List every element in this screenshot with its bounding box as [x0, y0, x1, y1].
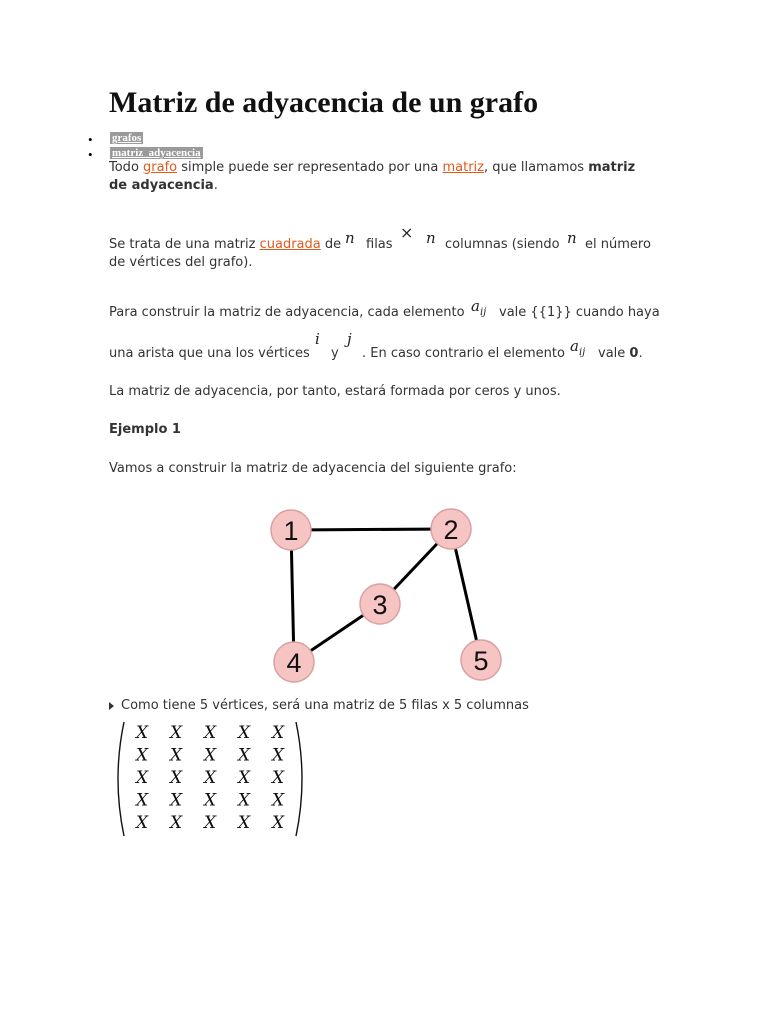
intro-text: , que llamamos: [483, 160, 589, 175]
para3-dot: .: [638, 346, 643, 361]
matrix-cell-3-2: X: [203, 790, 217, 811]
math-a: a: [471, 297, 480, 315]
matrix-cell-4-4: X: [271, 813, 285, 833]
math-n: n: [345, 229, 355, 247]
matriz-link[interactable]: matriz: [442, 160, 484, 175]
para2-text: de: [320, 237, 342, 252]
matrix-cell-0-2: X: [203, 723, 217, 743]
matrix-cell-3-3: X: [237, 790, 251, 811]
matrix-cell-2-3: X: [237, 768, 251, 788]
para2-filas: filas: [366, 237, 393, 252]
matrix-cell-4-2: X: [203, 813, 217, 833]
matrix-cells: [134, 723, 285, 833]
math-n: n: [426, 229, 436, 247]
intro-bold-term: matriz: [588, 160, 636, 175]
graph-node-label-2: 2: [443, 515, 459, 545]
para-cuadrada: [109, 236, 341, 254]
para3-line1: Para construir la matriz de adyacencia, cada elemento: [109, 305, 465, 320]
matrix-cell-3-1: X: [169, 790, 183, 811]
para2-columnas: columnas (siendo: [445, 237, 560, 252]
left-bracket: [118, 722, 124, 836]
matrix-cell-1-1: X: [169, 745, 183, 766]
para3-line2: una arista que una los vértices: [109, 346, 310, 361]
matrix-cell-0-3: X: [237, 723, 251, 743]
math-a: a: [570, 337, 579, 355]
para2-numero: el número: [585, 237, 651, 252]
zero-value: 0: [629, 346, 639, 361]
example-heading: Ejemplo 1: [109, 422, 181, 437]
matrix-cell-4-0: X: [135, 813, 149, 833]
para4: La matriz de adyacencia, por tanto, estará formada por ceros y unos.: [109, 384, 561, 399]
graph-node-label-1: 1: [283, 516, 299, 546]
intro-text: Todo: [109, 160, 144, 175]
matrix-cell-1-2: X: [203, 745, 217, 766]
bullet-icon: •: [88, 132, 93, 147]
bullet-icon: •: [88, 147, 93, 162]
matrix-cell-4-3: X: [237, 813, 251, 833]
matrix-cell-1-3: X: [237, 745, 251, 766]
para2-line2: de vértices del grafo).: [109, 255, 253, 270]
graph-figure: [262, 502, 512, 688]
matrix-cell-3-0: X: [135, 790, 149, 811]
math-aij: [570, 337, 585, 358]
math-ij: ij: [479, 307, 487, 318]
matrix-cell-1-4: X: [271, 745, 285, 766]
math-aij: [471, 297, 486, 318]
math-ij: ij: [578, 347, 586, 358]
intro-bold-term: de adyacencia: [109, 178, 214, 193]
graph-node-label-4: 4: [286, 648, 302, 678]
matrix-cell-2-4: X: [271, 768, 285, 788]
graph-node-label-5: 5: [473, 646, 489, 676]
math-i: i: [315, 330, 320, 348]
para3-vale-text: vale: [598, 346, 630, 361]
para3-y: y: [331, 346, 339, 361]
page-title: Matriz de adyacencia de un grafo: [109, 86, 539, 119]
graph-edge-1-2: [291, 529, 451, 530]
intro-text: simple puede ser representado por una: [177, 160, 443, 175]
matrix-cell-0-4: X: [271, 723, 285, 743]
intro-paragraph: [109, 159, 635, 195]
matrix-cell-0-0: X: [135, 723, 149, 743]
grafo-link[interactable]: grafo: [143, 160, 178, 175]
cuadrada-link[interactable]: cuadrada: [259, 237, 321, 252]
para3-line1-end: vale {{1}} cuando haya: [499, 305, 660, 320]
matrix-cell-4-1: X: [169, 813, 183, 833]
matrix-cell-2-0: X: [135, 768, 149, 788]
bullet-text: Como tiene 5 vértices, será una matriz de 5 filas x 5 columnas: [121, 698, 529, 713]
para3-vale: [598, 345, 643, 363]
para5: Vamos a construir la matriz de adyacencia del siguiente grafo:: [109, 461, 517, 476]
matrix-cell-2-2: X: [203, 768, 217, 788]
math-j: j: [347, 330, 352, 348]
matrix-cell-3-4: X: [271, 790, 285, 811]
tag-matriz-adyacencia-link[interactable]: matriz_adyacencia: [112, 147, 201, 159]
tag-grafos-link[interactable]: grafos: [112, 132, 142, 144]
disclosure-triangle-icon[interactable]: [109, 702, 114, 710]
para2-text: Se trata de una matriz: [109, 237, 260, 252]
math-n: n: [567, 229, 577, 247]
para3-caso: . En caso contrario el elemento: [362, 346, 565, 361]
matrix-cell-1-0: X: [135, 745, 149, 766]
matrix-cell-0-1: X: [169, 723, 183, 743]
math-times: ×: [400, 223, 414, 242]
matrix-figure: [112, 718, 308, 840]
graph-node-label-3: 3: [372, 590, 388, 620]
intro-text: .: [213, 178, 218, 193]
right-bracket: [296, 722, 302, 836]
matrix-cell-2-1: X: [169, 768, 183, 788]
